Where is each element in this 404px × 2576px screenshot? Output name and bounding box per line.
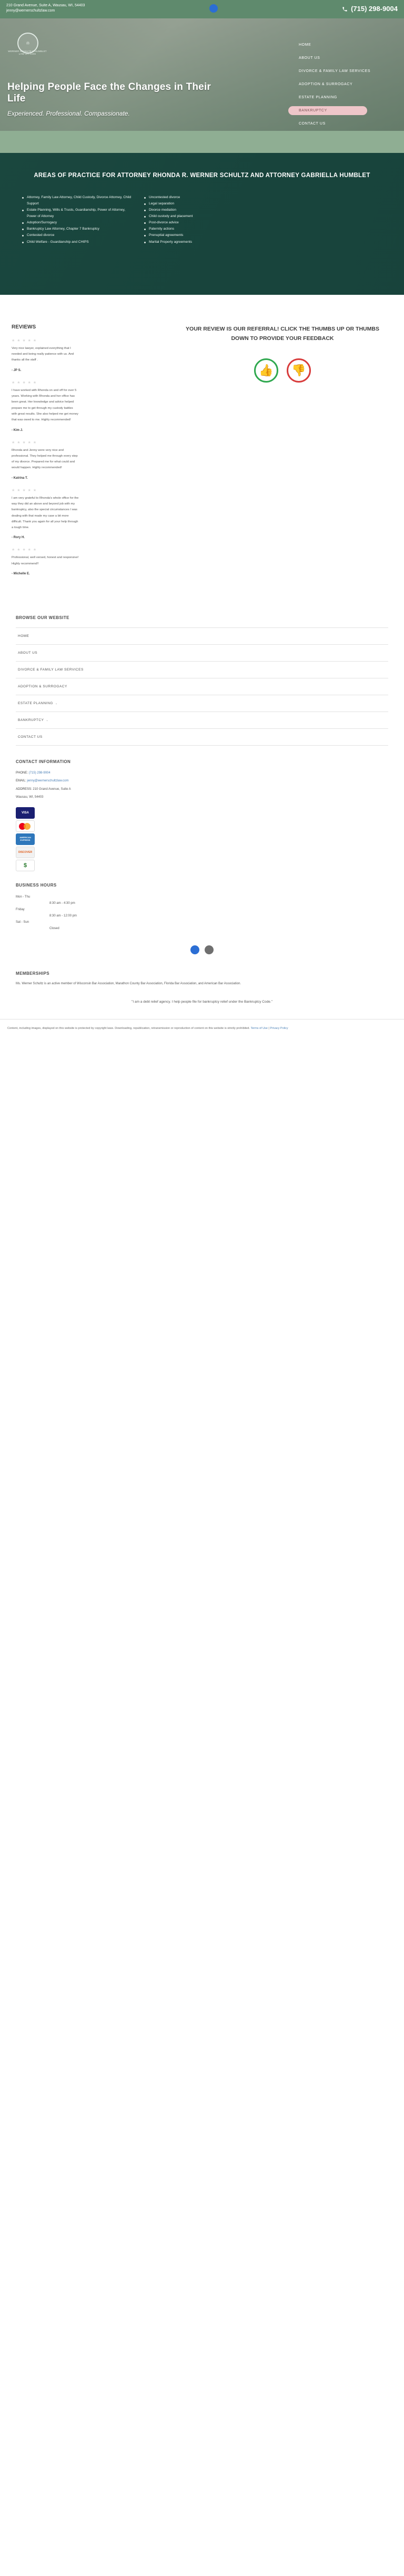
amex-card-icon: AMERICAN EXPRESS [16,833,35,845]
nav-item-bankruptcy[interactable]: BANKRUPTCY [288,106,367,115]
hours-row [16,919,388,925]
feedback-panel [169,324,380,584]
footer-link-contact-us[interactable] [16,729,388,746]
nav-item-about-us[interactable]: ABOUT US [299,56,320,60]
star-rating-icon: ★ ★ ★ ★ ★ [12,380,37,385]
visa-card-icon: VISA [16,807,35,819]
star-rating-icon: ★ ★ ★ ★ ★ [12,338,37,343]
footer-link-label: ADOPTION & SURROGACY [18,685,67,689]
hours-day [16,925,49,932]
footer-link-adoption-surrogacy[interactable] [16,678,388,695]
list-item: Prenuptial agreements [144,232,255,239]
hours-day [16,913,49,919]
footer-link-bankruptcy[interactable] [16,712,388,729]
list-item: Bankruptcy Law Attorney, Chapter 7 Bankruptcy [22,226,133,232]
contact-address-value: 210 Grand Avenue, Suite A [33,787,71,791]
list-item: Uncontested divorce [144,194,255,201]
review-author: - Katrina T. [12,476,28,480]
hours-row [16,894,388,900]
review-text: Very nice lawyer, explained everything that I needed and being really patience with us. And thanks all the staff . [12,346,74,362]
feedback-heading: YOUR REVIEW IS OUR REFERRAL! CLICK THE THUMBS UP OR THUMBS DOWN TO PROVIDE YOUR FEEDBACK [186,325,379,342]
hours-day: Sat - Sun [16,920,29,924]
footer-link-label: BANKRUPTCY [18,718,44,723]
list-item: Legal separation [144,201,255,207]
practice-list-right [144,194,255,245]
google-icon[interactable] [205,945,214,954]
topbar-email[interactable]: jenny@wernerschultzlaw.com [6,9,55,13]
section-divider [0,131,404,153]
contact-email-row [16,778,388,784]
feedback-buttons [185,358,380,383]
legal-footer [0,1019,404,1040]
mastercard-icon [16,820,35,832]
footer-link-label: ESTATE PLANNING [18,702,53,706]
memberships-text: Ms. Werner Schultz is an active member of Wisconsin Bar Association, Marathon County Bar Association, Florida Bar Association, and American Bar Association. [16,982,241,985]
footer-link-about-us[interactable] [16,645,388,662]
hero-headline: Helping People Face the Changes in Their Life [7,81,211,104]
list-item: Paternity actions [144,226,255,232]
contact-email-value[interactable]: jenny@wernerschultzlaw.com [27,779,69,783]
footer-link-label: ABOUT US [18,651,38,655]
list-item: Contested divorce [22,232,133,239]
hero-subheadline: Experienced. Professional. Compassionate. [7,109,130,117]
nav-item-contact-us[interactable]: CONTACT US [299,121,326,126]
topbar-address: 210 Grand Avenue, Suite A, Wausau, WI, 54403 [6,4,85,7]
hours-time: Closed [49,926,59,930]
footer-link-estate-planning[interactable] [16,695,388,712]
contact-address-row [16,787,388,792]
chevron-down-icon: ⌄ [55,702,58,705]
review-text: Rhonda and Jenny were very nice and professional. They helped me through every step of my divorce. Prepared me for what could and would happen. Highly recommended! [12,448,78,470]
review-item [12,548,169,575]
thumbs-up-icon[interactable]: 👍 [254,358,278,383]
hours-row [16,925,388,932]
nav-item-home[interactable]: HOME [299,43,311,47]
topbar-phone-number: (715) 298-9004 [351,5,398,13]
star-rating-icon: ★ ★ ★ ★ ★ [12,440,37,445]
list-item: Estate Planning, Wills & Trusts, Guardianship, Power of Attorney, Power of Attorney [22,207,133,220]
spacer [0,295,404,304]
terms-of-use-link[interactable]: Terms of Use [250,1027,268,1031]
review-item [12,380,169,432]
discover-card-icon: DISCOVER [16,847,35,858]
facebook-icon[interactable] [190,945,199,954]
contact-heading: CONTACT INFORMATION [16,759,71,765]
accepted-payments [16,807,388,871]
hours-time: 8:30 am - 4:30 pm [49,901,75,905]
facebook-icon[interactable] [209,4,218,13]
footer-link-label: DIVORCE & FAMILY LAW SERVICES [18,668,84,672]
footer-link-label: HOME [18,634,29,638]
hours-day: Friday [16,908,25,911]
law-firm-logo-icon: ⚖ [17,33,38,54]
review-item [12,338,169,372]
list-item: Post-divorce advice [144,220,255,226]
list-item: Marital Property agreements [144,239,255,245]
review-author: - Kim J. [12,428,23,432]
contact-address-row-2 [16,795,388,800]
top-bar [0,0,404,18]
review-item [12,488,169,540]
cash-icon: $ [16,860,35,871]
practice-areas-columns [9,194,395,245]
review-author: - Michelle E. [12,572,30,576]
list-item: Attorney, Family Law Attorney, Child Custody, Divorce Attorney, Child Support [22,194,133,207]
contact-information-section [0,746,404,871]
logo-caption: WERNER SCHULTZ & HUMBLET LAW OFFICES [8,49,47,55]
memberships-heading: MEMBERSHIPS [16,971,49,976]
list-item: Child custody and placement [144,213,255,220]
legal-separator: | [267,1027,270,1031]
review-text: I have worked with Rhonda on and off for over 5 years. Working with Rhonda and her office has been great. Her knowledge and advice helped prepare me to get through my custody battles with great results. She also helped me get money that was owed to me. Highly recommended! [12,388,78,422]
hours-row [16,913,388,919]
hours-row [16,906,388,913]
reviews-section [0,304,404,600]
review-text: Professional, well versed, honest and responsive! Highly recommend!! [12,556,79,565]
thumbs-down-icon[interactable]: 👎 [287,358,311,383]
copyright-text: Content, including images, displayed on this website is protected by copyright laws. Downloading, republication, retransmission or reproduction of content on this website is strictly prohibited. [7,1027,250,1031]
footer-social-links [0,932,404,966]
nav-item-estate-planning[interactable]: ESTATE PLANNING [299,95,337,99]
memberships-section [0,966,404,987]
contact-address-label: ADDRESS: [16,787,32,791]
hours-day: Mon - Thu [16,895,31,899]
star-rating-icon: ★ ★ ★ ★ ★ [12,548,37,552]
practice-list-left [22,194,133,245]
footer-link-label: CONTACT US [18,735,43,739]
nav-item-adoption-surrogacy[interactable]: ADOPTION & SURROGACY [299,82,353,86]
browse-heading: BROWSE OUR WEBSITE [16,615,69,621]
business-hours-section [0,871,404,932]
privacy-policy-link[interactable]: Privacy Policy [270,1027,288,1031]
topbar-contact [6,3,85,14]
list-item: Adoption/Surrogacy [22,220,133,226]
debt-relief-disclaimer: "I am a debt relief agency. I help people file for bankruptcy relief under the Bankruptcy Code." [132,1000,272,1004]
reviews-list [12,324,169,584]
star-rating-icon: ★ ★ ★ ★ ★ [12,488,37,492]
list-item: Divorce mediation [144,207,255,213]
contact-phone-row [16,770,388,776]
practice-areas-section [0,153,404,295]
review-author: - JP S. [12,368,22,372]
footer-link-divorce-family-law[interactable] [16,662,388,678]
hours-day [16,900,49,906]
review-text: I am very grateful to Rhonda's whole office for the way they did an above and beyond job with my bankruptcy, also the special circumstances I was dealing with that made my case a bit more difficult. Thank you again for all your help through a tough time. [12,496,79,530]
browse-website-section [0,600,404,746]
business-hours-heading: BUSINESS HOURS [16,882,57,888]
phone-icon [342,6,348,12]
contact-address-city: Wausau, WI, 54403 [16,796,44,799]
contact-email-label: EMAIL: [16,779,26,783]
reviews-heading: REVIEWS [12,324,36,330]
main-navigation [236,38,404,130]
hours-row [16,900,388,906]
topbar-phone[interactable] [342,3,398,14]
review-author: - Rory H. [12,536,25,540]
review-item [12,440,169,480]
chevron-down-icon: ⌄ [46,718,49,722]
contact-phone-label: PHONE: [16,771,28,775]
hours-time: 8:30 am - 12:00 pm [49,914,77,918]
nav-item-divorce-family-law[interactable]: DIVORCE & FAMILY LAW SERVICES [299,69,371,73]
footer-link-home[interactable] [16,627,388,645]
hero-text [7,81,228,117]
hero-banner [0,18,404,131]
practice-areas-heading: AREAS OF PRACTICE FOR ATTORNEY RHONDA R. WERNER SCHULTZ AND ATTORNEY GABRIELLA HUMBLET [34,172,370,179]
topbar-social [85,3,342,13]
list-item: Child Welfare - Guardianship and CHIPS [22,239,133,245]
contact-phone-value[interactable]: (715) 298-9004 [28,771,50,775]
